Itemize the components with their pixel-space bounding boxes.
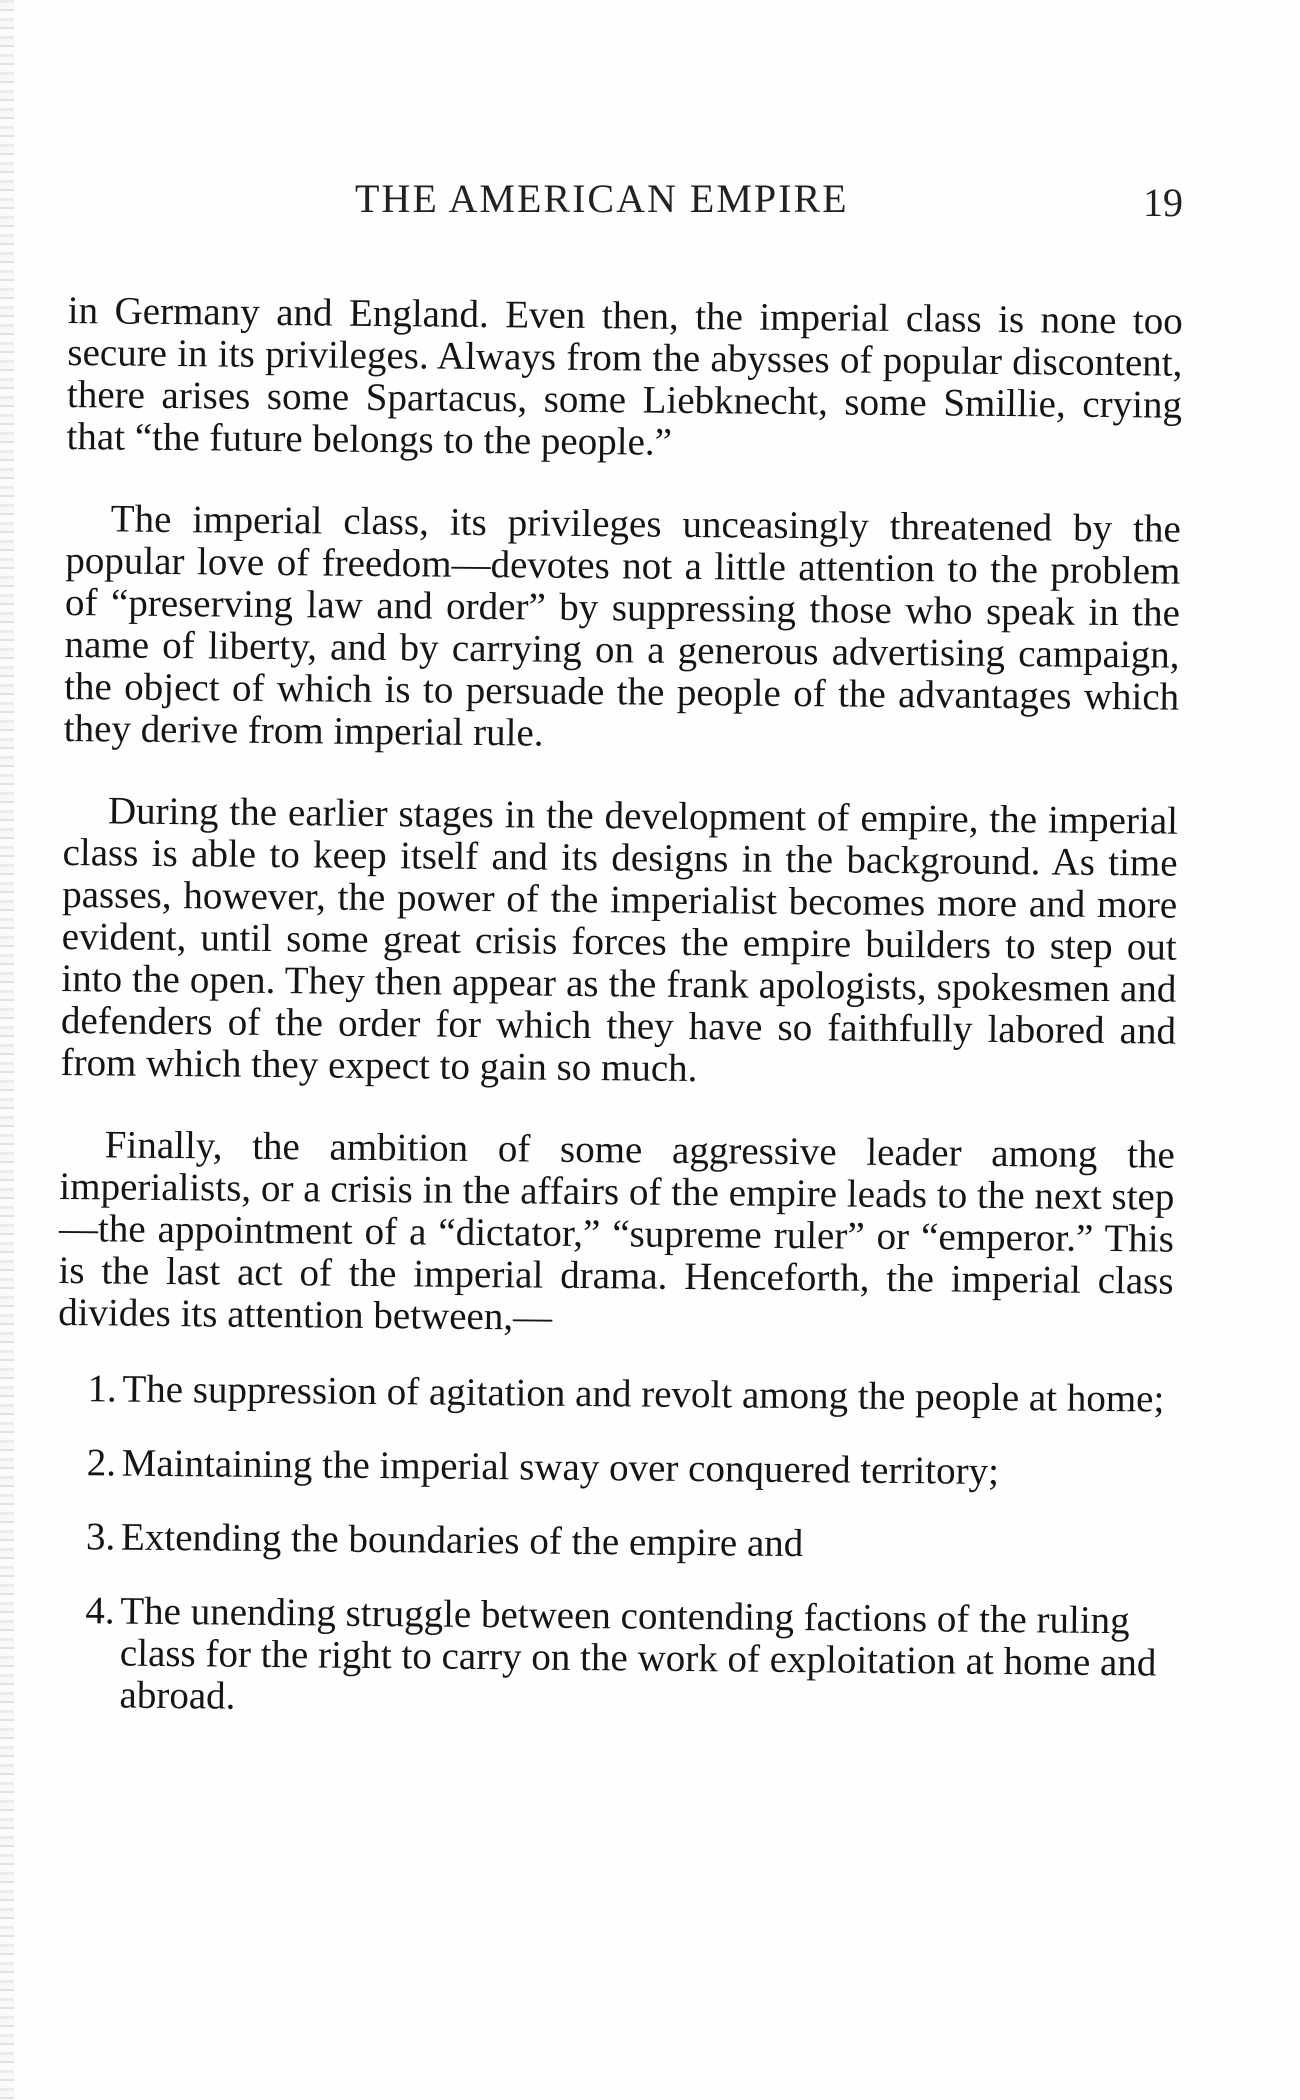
running-title: THE AMERICAN EMPIRE	[355, 176, 849, 221]
page-number: 19	[1143, 180, 1183, 225]
attention-list	[54, 1368, 1172, 1727]
list-number: 4.	[85, 1589, 115, 1633]
page-edge	[0, 0, 14, 2100]
list-number: 3.	[85, 1515, 116, 1559]
body-text	[54, 290, 1183, 1759]
list-text: Extending the boundaries of the empire and	[120, 1515, 804, 1566]
list-text: The suppression of agitation and revolt among the people at home;	[122, 1367, 1165, 1421]
list-item	[57, 1442, 1172, 1495]
list-item	[54, 1590, 1170, 1727]
paragraph-continuation: in Germany and England. Even then, the imperial class is none too secure in its privileges. Always from the abysses of popular discontent, there arises some Spartacus, some Liebknecht, some Smillie, crying that “the future belongs to the people.”	[66, 289, 1183, 464]
paragraph-imperial-class: The imperial class, its privileges unceasingly threatened by the popular love of freedom—devotes not a little attention to the problem of “preserving law and order” by suppressing those who speak in the name of liberty, and by carrying on a generous advertising campaign, the object of which is to persuade the people of the advantages which they derive from imperial rule.	[63, 497, 1181, 755]
paragraph-dictator: Finally, the ambition of some aggressive leader among the imperialists, or a crisis in the affairs of the empire leads to the next step—the appointment of a “dictator,” “supreme ruler” or “emperor.” This is the last act of the imperial drama. Henceforth, the imperial class divides its attention between,—	[57, 1123, 1175, 1339]
list-number: 1.	[87, 1367, 117, 1411]
list-text: The unending struggle between contending factions of the ruling class for the right to carry on the work of exploitation at home and abroad.	[119, 1589, 1157, 1718]
list-text: Maintaining the imperial sway over conquered territory;	[121, 1441, 1000, 1493]
paragraph-earlier-stages: During the earlier stages in the development of empire, the imperial class is able to keep itself and its designs in the background. As time passes, however, the power of the imperialist becomes more and more evident, until some great crisis forces the empire builders to step out into the open. They then appear as the frank apologists, spokesmen and defenders of the order for which they have so faithfully labored and from which they expect to gain so much.	[60, 789, 1179, 1091]
running-header	[0, 175, 1300, 235]
list-item	[57, 1368, 1172, 1421]
list-number: 2.	[86, 1441, 117, 1485]
list-item	[56, 1516, 1171, 1569]
